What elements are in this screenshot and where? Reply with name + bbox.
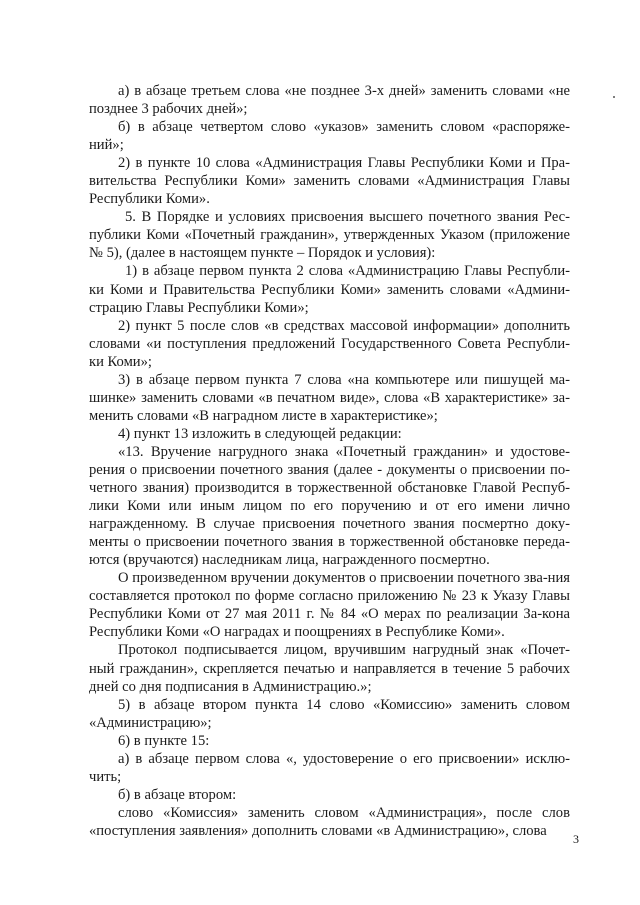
- paragraph-item-6: 6) в пункте 15:: [118, 732, 210, 749]
- paragraph-item-3: 3) в абзаце первом пункта 7 слова «на компьютере или пишущей ма-шинке» заменить словами «в печатном виде», слова «В характеристике» за-менить словами «В наградном листе в характеристике»;: [89, 371, 570, 424]
- scan-speck: [613, 96, 615, 98]
- paragraph-protocol-signing: Протокол подписывается лицом, вручившим нагрудный знак «Почет-ный гражданин», скрепляется печатью и направляется в течение 5 рабочих дней со дня подписания в Администрацию.»;: [89, 642, 570, 695]
- page-number: 3: [573, 832, 579, 846]
- paragraph-item-1: 1) в абзаце первом пункта 2 слова «Администрацию Главы Республи-ки Коми и Правительства Республики Коми» заменить словами «Админи-страцию Главы Республики Коми»;: [89, 263, 570, 316]
- paragraph-protocol-form: О произведенном вручении документов о присвоении почетного зва-ния составляется протокол по форме согласно приложению № 23 к Указу Главы Республики Коми от 27 мая 2011 г. № 84 «О мерах по реализации За-кона Республики Коми «О наградах и поощрениях в Республике Коми».: [89, 570, 571, 641]
- paragraph-a-third: а) в абзаце третьем слова «не позднее 3-х дней» заменить словами «не позднее 3 рабочих дней»;: [89, 83, 570, 118]
- document-body: [89, 82, 570, 840]
- paragraph-section-5: 5. В Порядке и условиях присвоения высшего почетного звания Рес-публики Коми «Почетный гражданин», утвержденных Указом (приложение № 5), (далее в настоящем пункте – Порядок и условия):: [89, 209, 570, 262]
- paragraph-item-2: 2) пункт 5 после слов «в средствах массовой информации» дополнить словами «и поступления предложений Государственного Совета Республи-ки Коми»;: [89, 317, 570, 370]
- paragraph-b-fourth: б) в абзаце четвертом слово «указов» заменить словом «распоряже-ний»;: [89, 119, 570, 154]
- paragraph-item-5: 5) в абзаце втором пункта 14 слово «Комиссию» заменить словом «Администрацию»;: [89, 696, 570, 731]
- paragraph-point-13-text: «13. Вручение нагрудного знака «Почетный гражданин» и удостове-рения о присвоении почетного звания (далее - документы о присвоении по-четного звания) производится в торжественной обстановке Главой Респуб-лики Коми или иным лицом по его поручению и от его имени лично награжденному. В случае присвоения почетного звания посмертно доку-менты о присвоении почетного звания в торжественной обстановке переда-ются (вручаются) наследникам лица, награжденного посмертно.: [89, 443, 570, 569]
- paragraph-commission-replace: слово «Комиссия» заменить словом «Администрация», после слов «поступления заявления» дополнить словами «в Администрацию», слова: [89, 804, 570, 839]
- paragraph-6-b: б) в абзаце втором:: [118, 786, 237, 803]
- paragraph-item-4: 4) пункт 13 изложить в следующей редакции:: [118, 425, 402, 442]
- paragraph-6-a: а) в абзаце первом слова «, удостоверение о его присвоении» исклю-чить;: [89, 750, 570, 785]
- paragraph-point-10: 2) в пункте 10 слова «Администрация Главы Республики Коми и Пра-вительства Республики Коми» заменить словами «Администрация Главы Республики Коми».: [89, 155, 570, 208]
